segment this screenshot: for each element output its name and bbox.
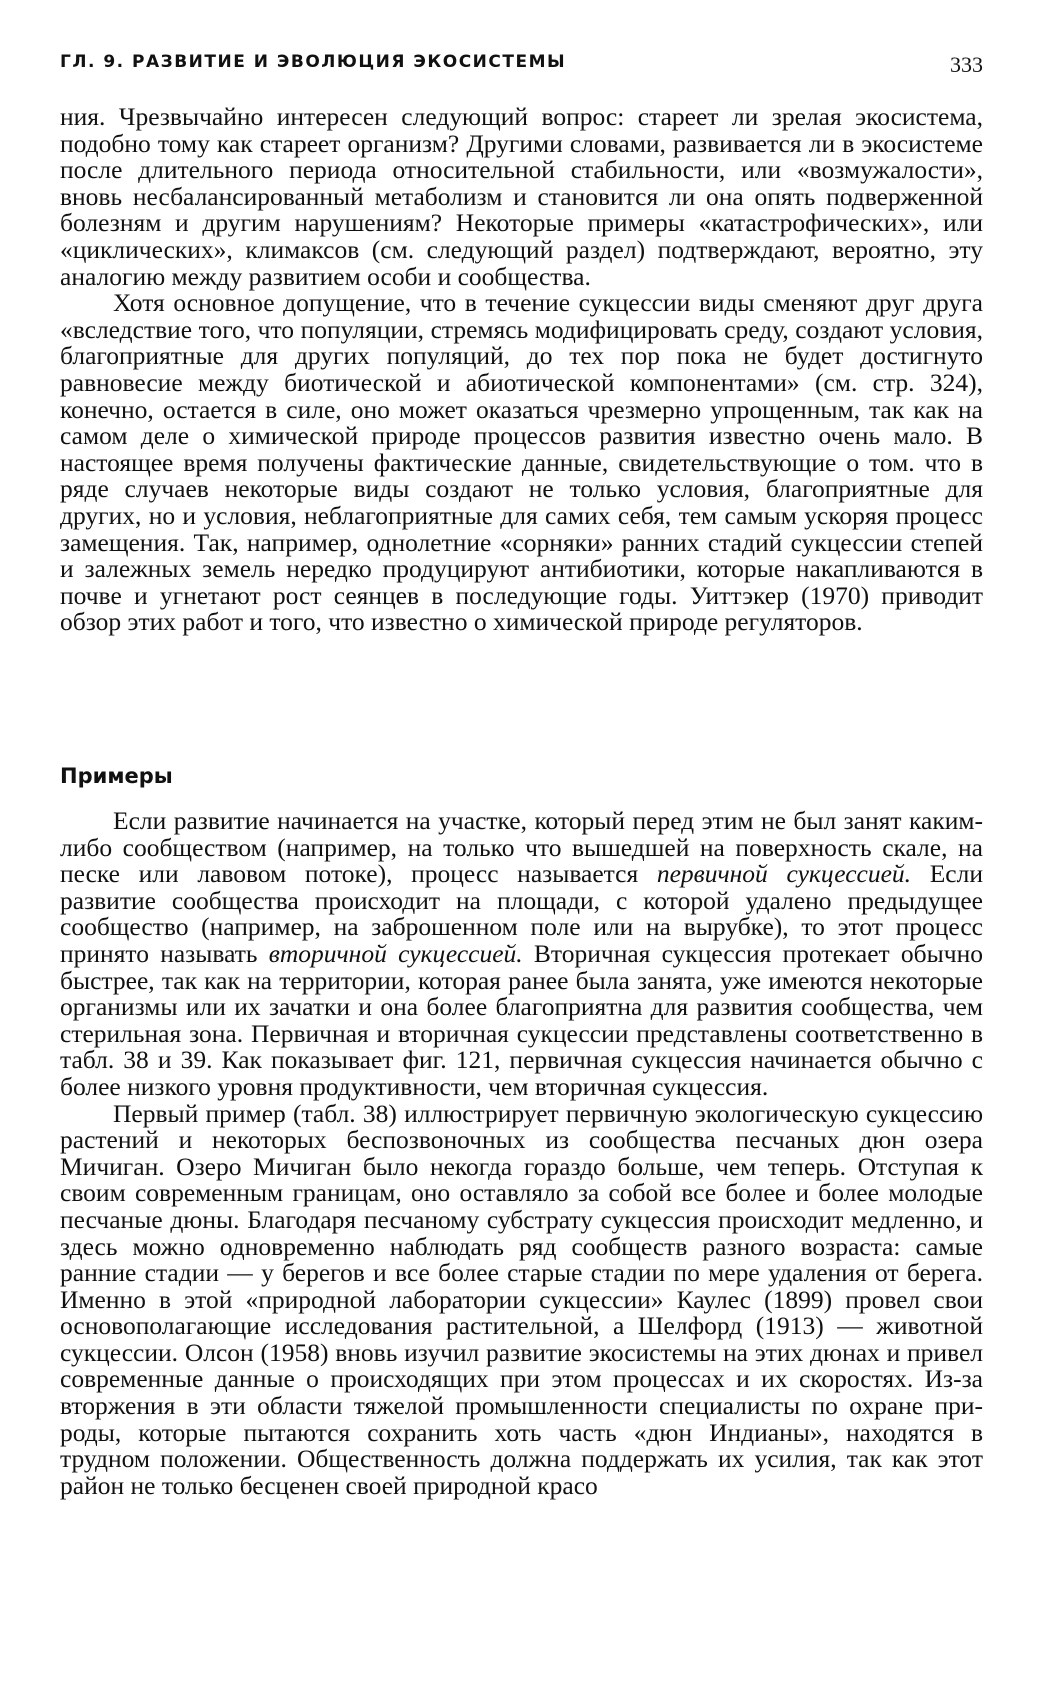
paragraph-michigan-dunes: Первый пример (табл. 38) иллюстрирует первичную экологическую сукцессию растений и некоторых беспозвоночных из сообщества песчаных дюн озера Мичиган. Озеро Мичиган было некогда гораздо больше, чем теперь. Отступая к своим современным границам, оно оставляло за собой все более и более молодые песчаные дюны. Благодаря песчаному субстрату сукцессия происходит медленно, и здесь можно одновременно наблюдать ряд сообществ разного возраста: самые ранние стадии — у берегов и все более старые стадии по мере удаления от берега. Именно в этой «природной лаборатории сукцессии» Каулес (1899) провел свои основополагающие исследования растительной, а Шелфорд (1913) — животной сукцессии. Олсон (1958) вновь изучил развитие экосистемы на этих дюнах и привел современные данные о происходящих при этом процессах и их скоростях. Из-за вторжения в эти области тяжелой промышленности специалисты по охране природы, которые пытаются сохранить хоть часть «дюн Индианы», находятся в трудном положении. Общественность должна поддержать их усилия, так как этот район не только бесценен своей природной красо: [60, 1098, 983, 1500]
paragraph-primary-secondary-succession: [60, 808, 983, 1101]
chapter-running-title: ГЛ. 9. РАЗВИТИЕ И ЭВОЛЮЦИЯ ЭКОСИСТЕМЫ: [60, 52, 567, 72]
text-block-top: [60, 104, 983, 636]
running-head: [60, 52, 983, 82]
term-secondary-succession: вторичной сукцессией.: [268, 938, 523, 968]
paragraph-text-segment: Если развитие начинается на участке, который перед этим не был занят каким-либо сообществом (например, на только что вышедшей на поверхность скале, на песке или лавовом потоке), процесс называется: [60, 806, 983, 889]
paragraph-continued: ния. Чрезвычайно интересен следующий вопрос: стареет ли зрелая экосистема, подобно тому как стареет организм? Другими словами, развивается ли в экосистеме после длительного периода относительной стабильности, или «возмужалости», вновь несбалансированный метаболизм и становится ли она опять подверженной болезням и другим нарушениям? Некоторые примеры «катастрофических», или «циклических», климаксов (см. следующий раздел) подтверждают, вероятно, эту аналогию между развитием особи и сообщества.: [60, 102, 983, 291]
paragraph-text-segment: Вторичная сукцессия протекает обычно быстрее, так как на территории, которая ранее была занята, уже имеются некоторые организмы или их зачатки и она более благоприятна для развития сообщества, чем стерильная зона. Первичная и вторичная сукцессии представлены соответственно в табл. 38 и 39. Как показывает фиг. 121, первичная сукцессия начинается обычно с более низкого уровня продуктивности, чем вторичная сукцессия.: [60, 938, 983, 1101]
term-primary-succession: первичной сукцессией.: [656, 859, 912, 889]
paragraph-succession-assumption: Хотя основное допущение, что в течение сукцессии виды сменяют друг друга «вследствие того, что популяции, стремясь модифицировать среду, создают условия, благоприятные для других популяций, до тех пор пока не будет достигнуто равновесие между биотической и абиотической компонентами» (см. стр. 324), конечно, остается в силе, оно может оказаться чрезмерно упрощенным, так как на самом деле о химической природе процессов развития известно очень мало. В настоящее время получены фактические данные, свидетельствующие о том. что в ряде случаев некоторые виды создают не только условия, благоприятные для других, но и условия, неблагоприятные для самих себя, тем самым ускоряя процесс замещения. Так, например, однолетние «сорняки» ранних стадий сукцессии степей и залежных земель нередко продуцируют антибиотики, которые накапливаются в почве и угнетают рост сеянцев в последующие годы. Уиттэкер (1970) приводит обзор этих работ и того, что известно о химической природе регуляторов.: [60, 288, 983, 637]
text-block-examples: [60, 808, 983, 1499]
section-heading-examples: Примеры: [60, 764, 173, 788]
paragraph-text-segment: Если развитие сообщества происходит на площади, с которой удалено предыдущее сообщество (например, на заброшенном поле или на вырубке), то этот процесс принято называть: [60, 859, 983, 968]
page-number: 333: [950, 52, 983, 77]
